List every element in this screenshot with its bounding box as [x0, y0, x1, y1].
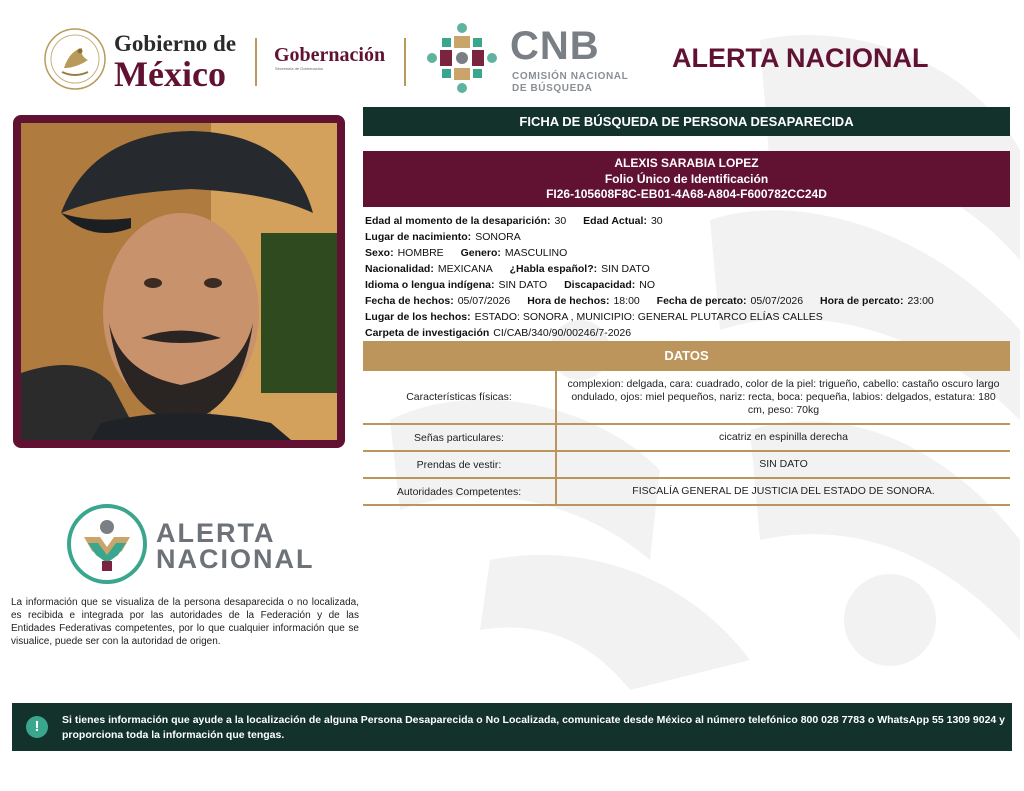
datos-label: Características físicas:	[363, 371, 557, 423]
info-row-sexo	[365, 245, 1010, 261]
info-row-nacimiento	[365, 229, 1010, 245]
footer-banner	[12, 703, 1012, 751]
sexo-value: HOMBRE	[397, 247, 444, 259]
carpeta-label: Carpeta de investigación	[365, 327, 490, 339]
header-divider	[255, 38, 257, 86]
discapacidad-value: NO	[639, 279, 656, 291]
lugar-label: Lugar de los hechos:	[365, 311, 471, 323]
hora-percato-value: 23:00	[907, 295, 934, 307]
nacionalidad-label: Nacionalidad:	[365, 263, 434, 275]
sexo-label: Sexo:	[365, 247, 394, 259]
genero-value: MASCULINO	[504, 247, 568, 259]
alerta-nacional-emblem-icon	[66, 503, 148, 585]
datos-value: FISCALÍA GENERAL DE JUSTICIA DEL ESTADO DE SONORA.	[632, 485, 935, 497]
datos-label: Señas particulares:	[363, 425, 557, 450]
lugar-value: ESTADO: SONORA , MUNICIPIO: GENERAL PLUTARCO ELÍAS CALLES	[474, 311, 823, 323]
person-photo	[21, 123, 337, 440]
fecha-hechos-label: Fecha de hechos:	[365, 295, 454, 307]
edad-actual-label: Edad Actual:	[583, 215, 647, 227]
gob-line1: Gobierno de	[114, 31, 237, 56]
habla-label: ¿Habla español?:	[509, 263, 598, 275]
datos-header: DATOS	[363, 341, 1010, 371]
alerta-wordmark-line1: ALERTA	[156, 518, 276, 548]
cnb-subtitle-line2: DE BÚSQUEDA	[512, 83, 593, 94]
alerta-wordmark-line2: NACIONAL	[156, 544, 315, 574]
datos-label: Prendas de vestir:	[363, 452, 557, 477]
header-divider	[404, 38, 406, 86]
edad-desap-value: 30	[554, 215, 567, 227]
alert-icon: !	[26, 716, 48, 738]
sheet-title-bar: FICHA DE BÚSQUEDA DE PERSONA DESAPARECIDA	[363, 107, 1010, 136]
person-info	[365, 213, 1010, 341]
cnb-subtitle	[512, 71, 628, 95]
cnb-wordmark: CNB	[510, 24, 600, 68]
footer-text: Si tienes información que ayude a la localización de alguna Persona Desaparecida o No Localizada, comunicate desde México al número telefónico 800 028 7783 o WhatsApp 55 1309 9024 y proporciona toda la información que tengas.	[62, 714, 1006, 741]
disclaimer-text: La información que se visualiza de la persona desaparecida o no localizada, es recibida e integrada por las autoridades de la Federación y de las Entidades Federativas competentes, por lo que cualquier información que se visualice, puede ser con la autoridad de origen.	[11, 597, 359, 647]
alert-title: ALERTA NACIONAL	[672, 43, 929, 73]
hora-hechos-label: Hora de hechos:	[527, 295, 610, 307]
nacimiento-label: Lugar de nacimiento:	[365, 231, 472, 243]
info-row-lugar	[365, 309, 1010, 325]
gobernacion-logo: Gobernación	[274, 44, 386, 66]
hora-percato-label: Hora de percato:	[820, 295, 904, 307]
folio-label: Folio Único de Identificación	[604, 171, 769, 186]
gob-line2: México	[114, 54, 226, 94]
fecha-percato-value: 05/07/2026	[750, 295, 804, 307]
nacionalidad-value: MEXICANA	[437, 263, 493, 275]
cnb-subtitle-line1: COMISIÓN NACIONAL	[512, 71, 629, 82]
info-row-edad	[365, 213, 1010, 229]
person-name: ALEXIS SARABIA LOPEZ	[614, 156, 759, 170]
info-row-fechas	[365, 293, 1010, 309]
person-name-bar	[363, 151, 1010, 207]
carpeta-value: CI/CAB/340/90/00246/7-2026	[493, 327, 632, 339]
edad-desap-label: Edad al momento de la desaparición:	[365, 215, 551, 227]
table-row	[363, 371, 1010, 425]
gobierno-de-mexico-logo	[114, 32, 236, 92]
info-row-nacionalidad	[365, 261, 1010, 277]
alerta-nacional-wordmark	[156, 520, 315, 572]
datos-label: Autoridades Competentes:	[363, 479, 557, 504]
habla-value: SIN DATO	[601, 263, 650, 275]
person-photo-frame	[13, 115, 345, 448]
gobernacion-subtitle: Secretaría de Gobernación	[275, 66, 324, 71]
folio-value: FI26-105608F8C-EB01-4A68-A804-F600782CC24D	[546, 187, 827, 201]
nacimiento-value: SONORA	[475, 231, 521, 243]
fecha-hechos-value: 05/07/2026	[457, 295, 511, 307]
table-row	[363, 479, 1010, 506]
table-row	[363, 452, 1010, 479]
idioma-label: Idioma o lengua indígena:	[365, 279, 495, 291]
hora-hechos-value: 18:00	[613, 295, 640, 307]
mexico-seal-icon	[44, 28, 106, 90]
datos-value: SIN DATO	[759, 458, 808, 470]
datos-value: complexion: delgada, cara: cuadrado, color de la piel: trigueño, cabello: castaño oscuro largo ondulado, ojos: miel pequeños, nariz: recta, boca: pequeña, labios: delgados, estatura: 180 cm, peso: 70kg	[567, 377, 1000, 416]
table-row	[363, 425, 1010, 452]
discapacidad-label: Discapacidad:	[564, 279, 636, 291]
info-row-carpeta	[365, 325, 1010, 341]
person-photo-illustration	[21, 123, 337, 440]
datos-value: cicatriz en espinilla derecha	[719, 431, 848, 443]
fecha-percato-label: Fecha de percato:	[656, 295, 747, 307]
edad-actual-value: 30	[650, 215, 663, 227]
genero-label: Genero:	[460, 247, 501, 259]
cnb-emblem-icon	[422, 18, 502, 98]
info-row-idioma	[365, 277, 1010, 293]
idioma-value: SIN DATO	[498, 279, 548, 291]
